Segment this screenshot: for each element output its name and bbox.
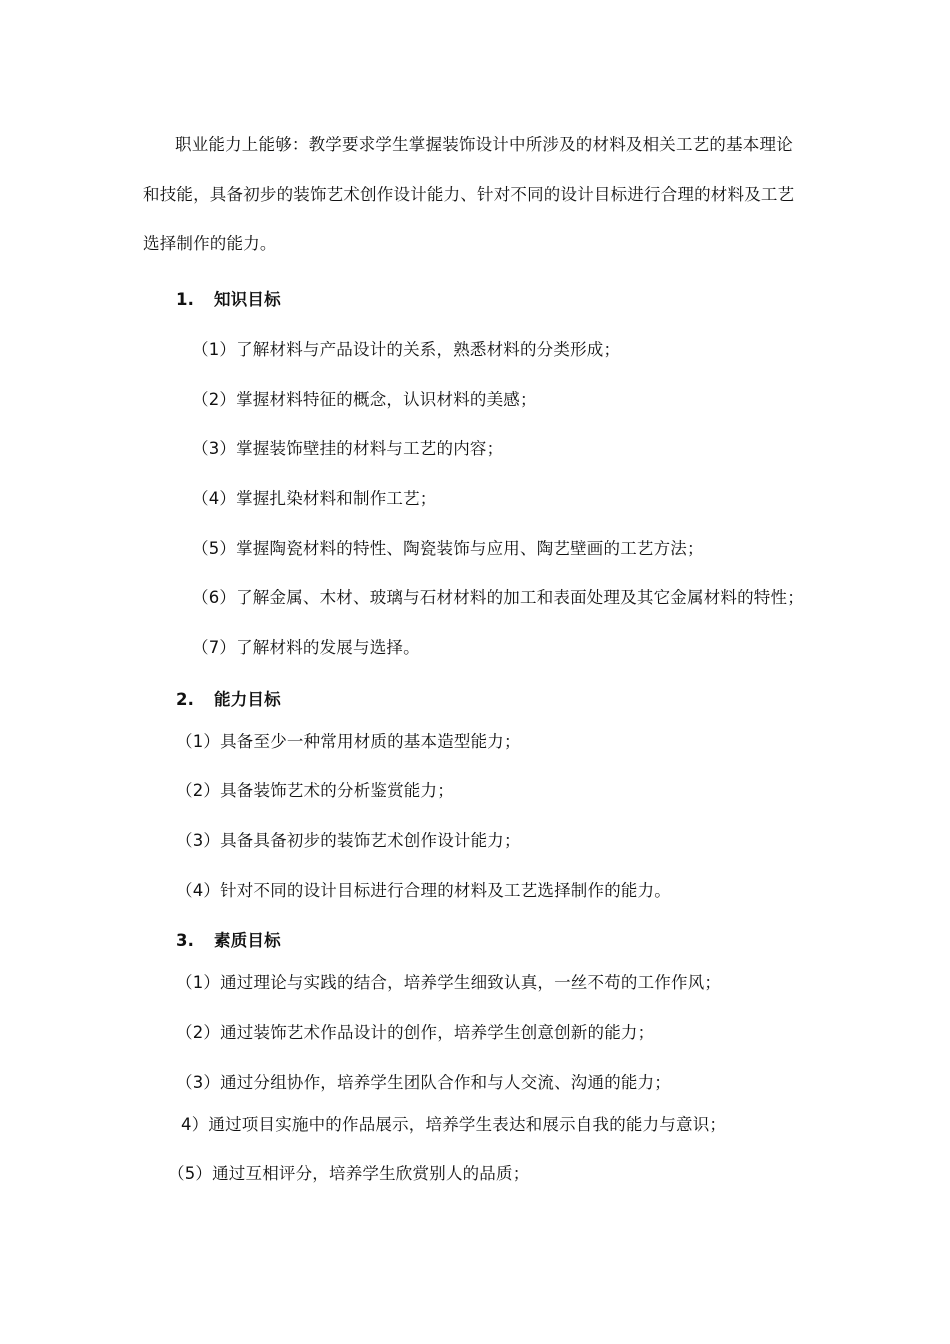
list-item: （4）针对不同的设计目标进行合理的材料及工艺选择制作的能力。 <box>176 881 671 900</box>
list-item: （1）通过理论与实践的结合，培养学生细致认真，一丝不苟的工作作风； <box>176 973 722 992</box>
list-item: （3）具备具备初步的装饰艺术创作设计能力； <box>176 831 521 850</box>
list-item: （4）掌握扎染材料和制作工艺； <box>192 489 437 508</box>
list-item: （6）了解金属、木材、玻璃与石材材料的加工和表面处理及其它金属材料的特性； <box>192 588 804 607</box>
list-item: （2）通过装饰艺术作品设计的创作，培养学生创意创新的能力； <box>176 1023 655 1042</box>
intro-paragraph-line-1: 职业能力上能够：教学要求学生掌握装饰设计中所涉及的材料及相关工艺的基本理论 <box>175 135 793 154</box>
list-item: （5）通过互相评分，培养学生欣赏别人的品质； <box>168 1164 530 1183</box>
section-number: 2. <box>176 690 195 709</box>
list-item: （2）掌握材料特征的概念，认识材料的美感； <box>192 390 537 409</box>
intro-paragraph-line-3: 选择制作的能力。 <box>143 234 277 253</box>
list-item: （1）了解材料与产品设计的关系，熟悉材料的分类形成； <box>192 340 621 359</box>
list-item: （3）通过分组协作，培养学生团队合作和与人交流、沟通的能力； <box>176 1073 671 1092</box>
list-item: （3）掌握装饰壁挂的材料与工艺的内容； <box>192 439 504 458</box>
list-item: （7）了解材料的发展与选择。 <box>192 638 420 657</box>
section-heading-knowledge <box>176 289 281 311</box>
section-number: 3. <box>176 931 195 950</box>
section-title: 素质目标 <box>214 931 281 950</box>
list-item: （1）具备至少一种常用材质的基本造型能力； <box>176 732 521 751</box>
list-item: （5）掌握陶瓷材料的特性、陶瓷装饰与应用、陶艺壁画的工艺方法； <box>192 539 704 558</box>
section-title: 知识目标 <box>214 290 281 309</box>
section-heading-ability <box>176 689 281 711</box>
section-heading-quality <box>176 930 281 952</box>
section-title: 能力目标 <box>214 690 281 709</box>
section-number: 1. <box>176 290 195 309</box>
list-item: 4）通过项目实施中的作品展示，培养学生表达和展示自我的能力与意识； <box>181 1115 727 1134</box>
intro-paragraph-line-2: 和技能，具备初步的装饰艺术创作设计能力、针对不同的设计目标进行合理的材料及工艺 <box>143 185 795 204</box>
list-item: （2）具备装饰艺术的分析鉴赏能力； <box>176 781 454 800</box>
